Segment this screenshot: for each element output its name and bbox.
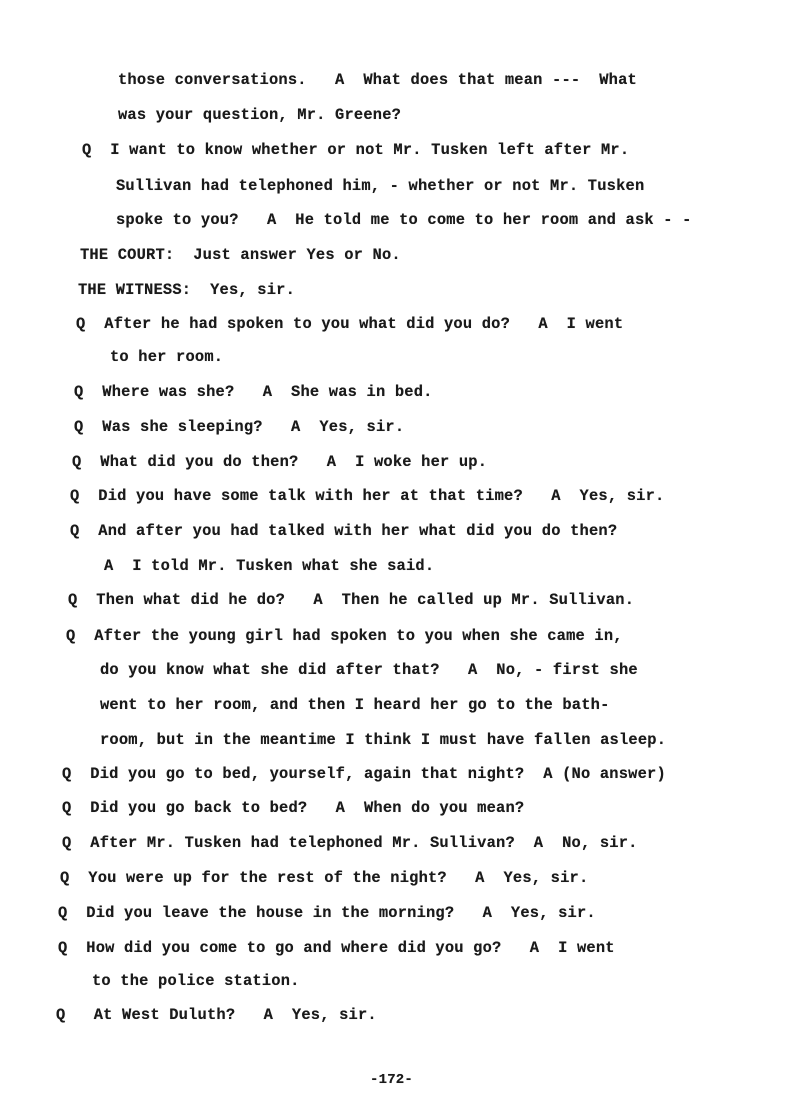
transcript-line: Q Then what did he do? A Then he called up Mr. Sullivan. — [68, 591, 635, 609]
transcript-line: Q Did you leave the house in the morning? A Yes, sir. — [58, 904, 596, 922]
transcript-line: spoke to you? A He told me to come to her room and ask - - — [116, 211, 692, 229]
transcript-line: Q Did you have some talk with her at that time? A Yes, sir. — [70, 487, 665, 505]
transcript-line: to the police station. — [92, 972, 300, 990]
transcript-line: Q Was she sleeping? A Yes, sir. — [74, 418, 405, 436]
transcript-line: went to her room, and then I heard her go to the bath- — [100, 696, 610, 714]
transcript-line: Q And after you had talked with her what did you do then? — [70, 522, 618, 540]
transcript-line: THE COURT: Just answer Yes or No. — [80, 246, 401, 264]
transcript-line: Q Did you go back to bed? A When do you mean? — [62, 799, 525, 817]
transcript-line: Q I want to know whether or not Mr. Tusken left after Mr. — [82, 141, 630, 159]
transcript-line: A I told Mr. Tusken what she said. — [104, 557, 435, 575]
transcript-line: Q You were up for the rest of the night? A Yes, sir. — [60, 869, 589, 887]
transcript-line: THE WITNESS: Yes, sir. — [78, 281, 296, 299]
transcript-line: to her room. — [110, 348, 224, 366]
transcript-line: Q How did you come to go and where did you go? A I went — [58, 939, 615, 957]
transcript-line: do you know what she did after that? A No, - first she — [100, 661, 638, 679]
transcript-line: Q Where was she? A She was in bed. — [74, 383, 433, 401]
transcript-line: Q After he had spoken to you what did you do? A I went — [76, 315, 624, 333]
transcript-line: Q Did you go to bed, yourself, again that night? A (No answer) — [62, 765, 666, 783]
transcript-line: was your question, Mr. Greene? — [118, 106, 402, 124]
transcript-line: those conversations. A What does that mean --- What — [118, 71, 637, 89]
page-number: -172- — [370, 1072, 414, 1088]
transcript-line: Q At West Duluth? A Yes, sir. — [56, 1006, 377, 1024]
transcript-line: Sullivan had telephoned him, - whether or not Mr. Tusken — [116, 177, 645, 195]
transcript-line: Q After the young girl had spoken to you when she came in, — [66, 627, 623, 645]
transcript-line: room, but in the meantime I think I must have fallen asleep. — [100, 731, 667, 749]
transcript-line: Q What did you do then? A I woke her up. — [72, 453, 488, 471]
transcript-line: Q After Mr. Tusken had telephoned Mr. Sullivan? A No, sir. — [62, 834, 638, 852]
